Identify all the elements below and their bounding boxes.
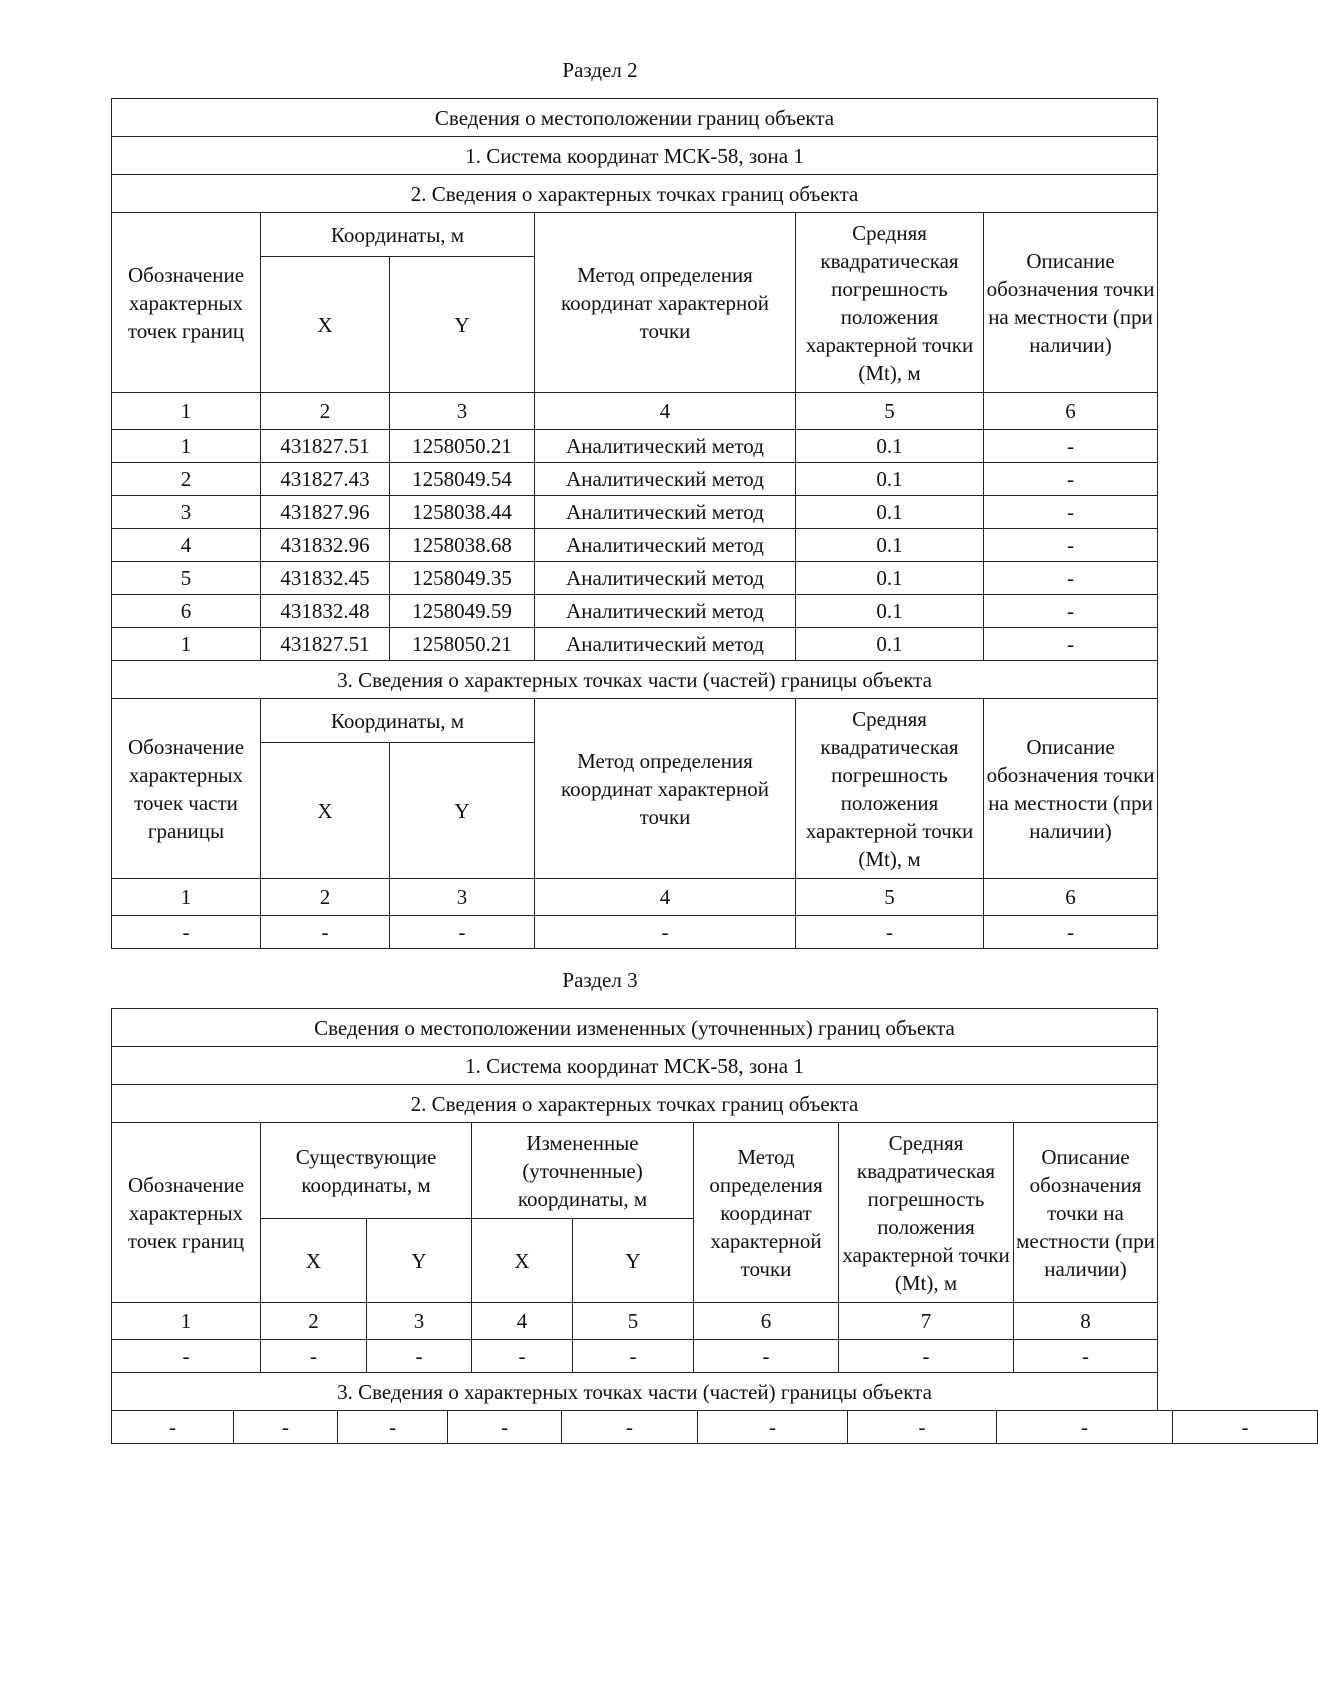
section-3-part-table [111, 1410, 1318, 1444]
table-cell: - [367, 1340, 472, 1373]
header-changed-y: Y [573, 1219, 694, 1303]
table-cell: 1258038.68 [390, 529, 535, 562]
table-cell: 431832.96 [261, 529, 390, 562]
table-cell: - [984, 628, 1158, 661]
table-row [112, 496, 1158, 529]
table-cell: - [562, 1411, 698, 1444]
col-number: 4 [535, 393, 796, 430]
col-number: 6 [984, 393, 1158, 430]
header-error: Средняя квадратическая погрешность положения характерной точки (Mt), м [796, 699, 984, 879]
table-cell: 0.1 [796, 529, 984, 562]
table-cell: 431827.51 [261, 430, 390, 463]
col-number: 7 [839, 1303, 1014, 1340]
column-numbers-row [112, 1303, 1158, 1340]
table-cell: 1258038.44 [390, 496, 535, 529]
header-error: Средняя квадратическая погрешность положения характерной точки (Mt), м [796, 213, 984, 393]
header-method: Метод определения координат характерной точки [694, 1123, 839, 1303]
section-2-title: Раздел 2 [562, 58, 638, 82]
col-number: 3 [367, 1303, 472, 1340]
header-method: Метод определения координат характерной точки [535, 213, 796, 393]
col-number: 6 [694, 1303, 839, 1340]
table-cell: 3 [112, 496, 261, 529]
table-cell: 0.1 [796, 628, 984, 661]
table-cell: 0.1 [796, 562, 984, 595]
table-cell: - [448, 1411, 562, 1444]
table-cell: 5 [112, 562, 261, 595]
table-cell: Аналитический метод [535, 595, 796, 628]
table-row [112, 628, 1158, 661]
subsection-2-title: 2. Сведения о характерных точках границ объекта [112, 175, 1158, 213]
header-x: X [261, 257, 390, 393]
col-number: 5 [796, 393, 984, 430]
table-cell: - [261, 1340, 367, 1373]
header-point: Обозначение характерных точек границ [112, 213, 261, 393]
table-cell: - [1173, 1411, 1318, 1444]
table-cell: - [984, 529, 1158, 562]
table-cell: - [698, 1411, 848, 1444]
section-3-table [111, 1008, 1158, 1411]
subsection-3-title: 3. Сведения о характерных точках части (частей) границы объекта [112, 1373, 1158, 1411]
table-title: Сведения о местоположении границ объекта [112, 99, 1158, 137]
header-existing-x: X [261, 1219, 367, 1303]
table-cell: 2 [112, 463, 261, 496]
header-desc: Описание обозначения точки на местности (при наличии) [984, 213, 1158, 393]
header-changed-coords: Измененные (уточненные) координаты, м [472, 1123, 694, 1219]
table-cell: - [472, 1340, 573, 1373]
table-row [112, 1411, 1318, 1444]
col-number: 6 [984, 879, 1158, 916]
section-3-title: Раздел 3 [562, 968, 638, 992]
table-cell: - [261, 916, 390, 949]
header-existing-y: Y [367, 1219, 472, 1303]
table-row [112, 562, 1158, 595]
table-cell: 0.1 [796, 496, 984, 529]
table-cell: 1258049.54 [390, 463, 535, 496]
table-cell: Аналитический метод [535, 430, 796, 463]
col-number: 2 [261, 393, 390, 430]
header-coords: Координаты, м [261, 213, 535, 257]
table-cell: - [984, 595, 1158, 628]
table-cell: Аналитический метод [535, 463, 796, 496]
col-number: 5 [573, 1303, 694, 1340]
col-number: 4 [472, 1303, 573, 1340]
table-row [112, 595, 1158, 628]
table-cell: - [984, 496, 1158, 529]
header-part-point: Обозначение характерных точек части границы [112, 699, 261, 879]
col-number: 4 [535, 879, 796, 916]
table-cell: Аналитический метод [535, 529, 796, 562]
column-numbers-row [112, 393, 1158, 430]
subsection-3-title: 3. Сведения о характерных точках части (частей) границы объекта [112, 661, 1158, 699]
table-cell: 4 [112, 529, 261, 562]
table-cell: 431827.96 [261, 496, 390, 529]
table-cell: 1 [112, 430, 261, 463]
table-row [112, 1340, 1158, 1373]
col-number: 8 [1014, 1303, 1158, 1340]
table-cell: 0.1 [796, 430, 984, 463]
table-cell: - [694, 1340, 839, 1373]
table-cell: - [234, 1411, 338, 1444]
table-cell: - [839, 1340, 1014, 1373]
part-points-table-body [112, 916, 1158, 949]
table-row [112, 916, 1158, 949]
table-cell: 1258050.21 [390, 430, 535, 463]
col-number: 2 [261, 879, 390, 916]
table-cell: - [112, 1411, 234, 1444]
col-number: 3 [390, 393, 535, 430]
header-point: Обозначение характерных точек границ [112, 1123, 261, 1303]
table-row [112, 529, 1158, 562]
table-cell: 0.1 [796, 595, 984, 628]
table-cell: 431827.43 [261, 463, 390, 496]
col-number: 5 [796, 879, 984, 916]
table-cell: 431832.45 [261, 562, 390, 595]
col-number: 1 [112, 393, 261, 430]
header-desc: Описание обозначения точки на местности (при наличии) [1014, 1123, 1158, 1303]
coord-system: 1. Система координат МСК-58, зона 1 [112, 137, 1158, 175]
table-cell: - [984, 562, 1158, 595]
table-cell: - [984, 916, 1158, 949]
table-cell: - [984, 430, 1158, 463]
table-cell: 1258049.35 [390, 562, 535, 595]
points-table-body [112, 1340, 1158, 1373]
header-y: Y [390, 257, 535, 393]
table-cell: - [338, 1411, 448, 1444]
table-cell: 431832.48 [261, 595, 390, 628]
coord-system: 1. Система координат МСК-58, зона 1 [112, 1047, 1158, 1085]
table-cell: Аналитический метод [535, 562, 796, 595]
column-numbers-row [112, 879, 1158, 916]
table-cell: - [848, 1411, 997, 1444]
table-row [112, 463, 1158, 496]
table-cell: - [1014, 1340, 1158, 1373]
points-table-body [112, 430, 1158, 661]
table-cell: - [112, 1340, 261, 1373]
header-desc: Описание обозначения точки на местности (при наличии) [984, 699, 1158, 879]
table-cell: - [796, 916, 984, 949]
table-cell: 431827.51 [261, 628, 390, 661]
section-2-table [111, 98, 1158, 949]
table-cell: - [535, 916, 796, 949]
table-cell: 1 [112, 628, 261, 661]
table-cell: - [390, 916, 535, 949]
table-cell: 1258050.21 [390, 628, 535, 661]
table-cell: Аналитический метод [535, 628, 796, 661]
table-row [112, 430, 1158, 463]
table-cell: 1258049.59 [390, 595, 535, 628]
table-cell: - [112, 916, 261, 949]
table-title: Сведения о местоположении измененных (уточненных) границ объекта [112, 1009, 1158, 1047]
col-number: 2 [261, 1303, 367, 1340]
table-cell: Аналитический метод [535, 496, 796, 529]
col-number: 1 [112, 1303, 261, 1340]
col-number: 3 [390, 879, 535, 916]
table-cell: - [573, 1340, 694, 1373]
header-error: Средняя квадратическая погрешность положения характерной точки (Mt), м [839, 1123, 1014, 1303]
table-cell: - [997, 1411, 1173, 1444]
table-cell: - [984, 463, 1158, 496]
header-x: X [261, 743, 390, 879]
table-cell: 6 [112, 595, 261, 628]
subsection-2-title: 2. Сведения о характерных точках границ объекта [112, 1085, 1158, 1123]
col-number: 1 [112, 879, 261, 916]
header-method: Метод определения координат характерной точки [535, 699, 796, 879]
header-changed-x: X [472, 1219, 573, 1303]
table-cell: 0.1 [796, 463, 984, 496]
part-points-table-body [112, 1411, 1318, 1444]
header-coords: Координаты, м [261, 699, 535, 743]
header-existing-coords: Существующие координаты, м [261, 1123, 472, 1219]
header-y: Y [390, 743, 535, 879]
